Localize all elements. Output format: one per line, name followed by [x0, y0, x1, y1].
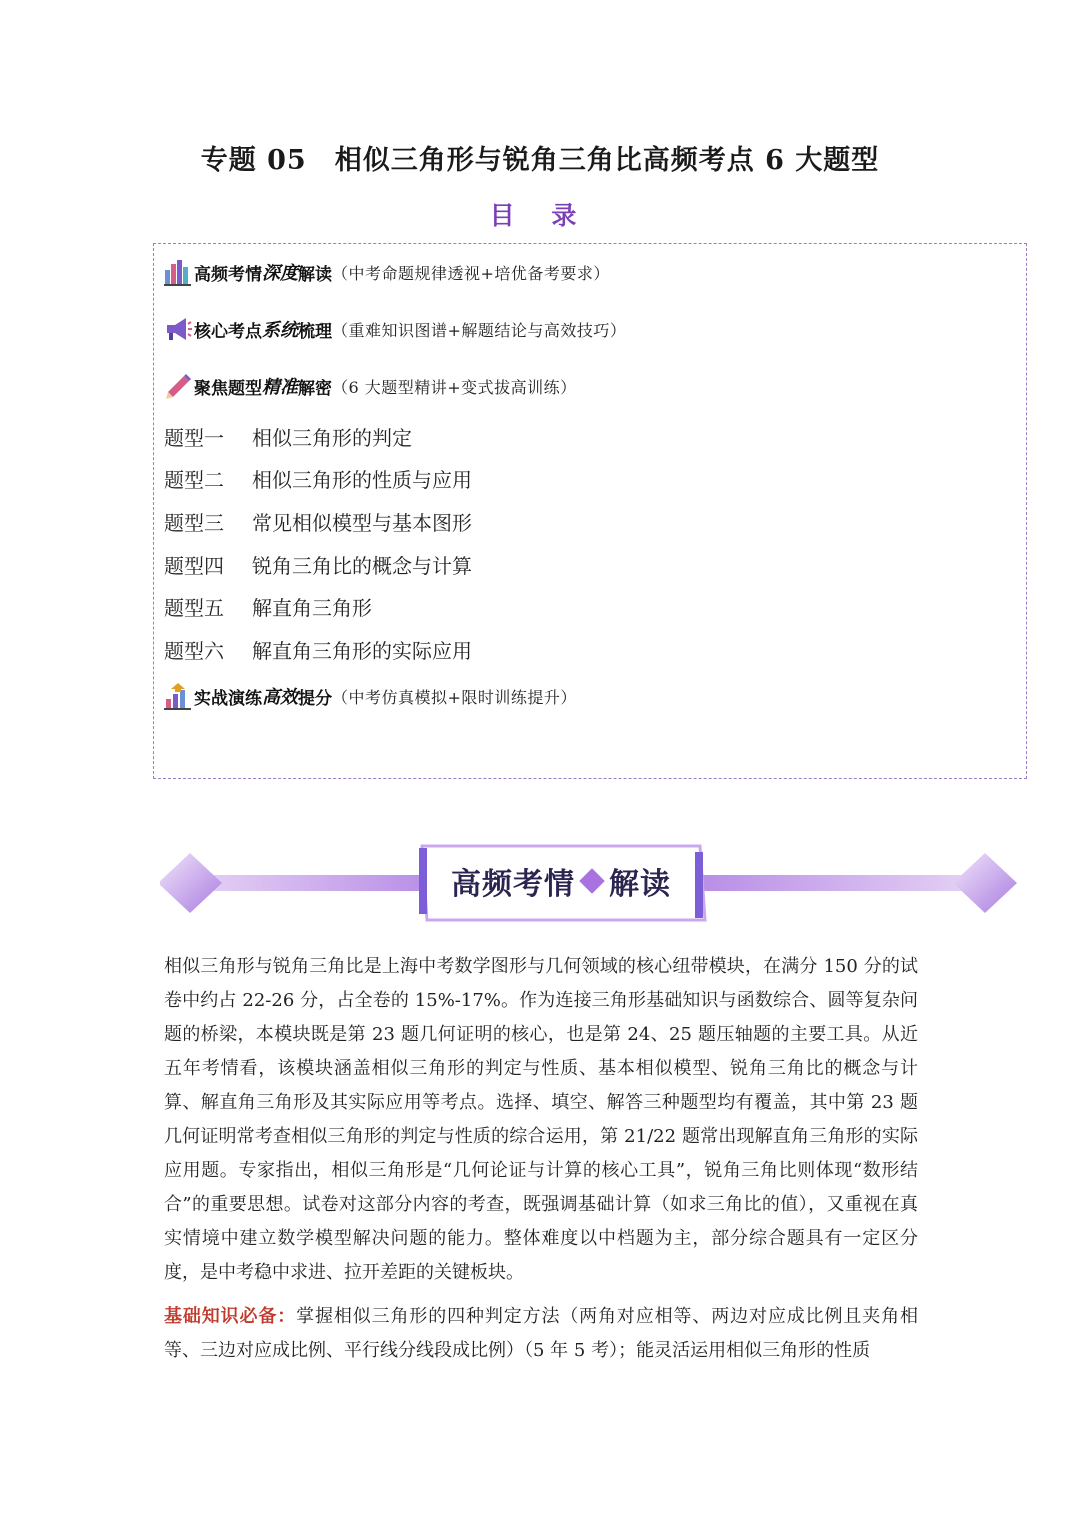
- section-banner-title: 高频考情 解读: [451, 867, 671, 902]
- toc-section-practice[interactable]: 实战演练 高效 提分 （中考仿真模拟+限时训练提升）: [164, 682, 577, 710]
- toc-item-type-3[interactable]: 题型三 常见相似模型与基本图形: [164, 511, 472, 535]
- toc-item-type-5[interactable]: 题型五 解直角三角形: [164, 596, 372, 620]
- toc-item-type-2[interactable]: 题型二 相似三角形的性质与应用: [164, 468, 472, 492]
- toc-heading: 目 录: [489, 201, 591, 230]
- rising-chart-icon: [164, 682, 192, 710]
- diamond-icon: [579, 868, 604, 893]
- toc-item-type-6[interactable]: 题型六 解直角三角形的实际应用: [164, 639, 472, 663]
- left-diamond-ornament: [160, 853, 222, 913]
- page-title: 专题 05 相似三角形与锐角三角比高频考点 6 大题型: [200, 145, 880, 176]
- toc-section-question-types[interactable]: 聚焦题型 精准 解密 （6 大题型精讲+变式拔高训练）: [164, 372, 577, 400]
- exam-analysis-paragraph: 相似三角形与锐角三角比是上海中考数学图形与几何领域的核心纽带模块，在满分 150 分的试卷中约占 22-26 分，占全卷的 15%-17%。作为连接三角形基础知识与函数综合、圆等复杂问题的桥梁，本模块既是第 23 题几何证明的核心，也是第 24、25 题压轴题的主要工具。从近五年考情看，该模块涵盖相似三角形的判定与性质、基本相似模型、锐角三角比的概念与计算、解直角三角形及其实际应用等考点。选择、填空、解答三种题型均有覆盖，其中第 23 题几何证明常考查相似三角形的判定与性质的综合运用，第 21/22 题常出现解直角三角形的实际应用题。专家指出，相似三角形是“几何论证与计算的核心工具”，锐角三角比则体现“数形结合”的重要思想。试卷对这部分内容的考查，既强调基础计算（如求三角比的值），又重视在真实情境中建立数学模型解决问题的能力。整体难度以中档题为主，部分综合题具有一定区分度，是中考稳中求进、拉开差距的关键板块。: [164, 956, 918, 1283]
- basic-knowledge-label: 基础知识必备：: [164, 1306, 297, 1327]
- bar-chart-icon: [164, 258, 192, 286]
- right-diamond-ornament: [953, 853, 1017, 913]
- basic-knowledge-paragraph: 基础知识必备：掌握相似三角形的四种判定方法（两角对应相等、两边对应成比例且夹角相等、三边对应成比例、平行线分线段成比例）（5 年 5 考）；能灵活运用相似三角形的性质: [164, 1306, 919, 1361]
- megaphone-icon: [164, 315, 192, 343]
- pencil-icon: [164, 372, 192, 400]
- toc-section-core-points[interactable]: 核心考点 系统 梳理 （重难知识图谱+解题结论与高效技巧）: [164, 315, 626, 343]
- toc-item-type-1[interactable]: 题型一 相似三角形的判定: [164, 426, 412, 450]
- toc-section-exam-analysis[interactable]: 高频考情 深度 解读 （中考命题规律透视+培优备考要求）: [164, 258, 610, 286]
- toc-item-type-4[interactable]: 题型四 锐角三角比的概念与计算: [164, 554, 472, 578]
- table-of-contents: [153, 243, 1027, 779]
